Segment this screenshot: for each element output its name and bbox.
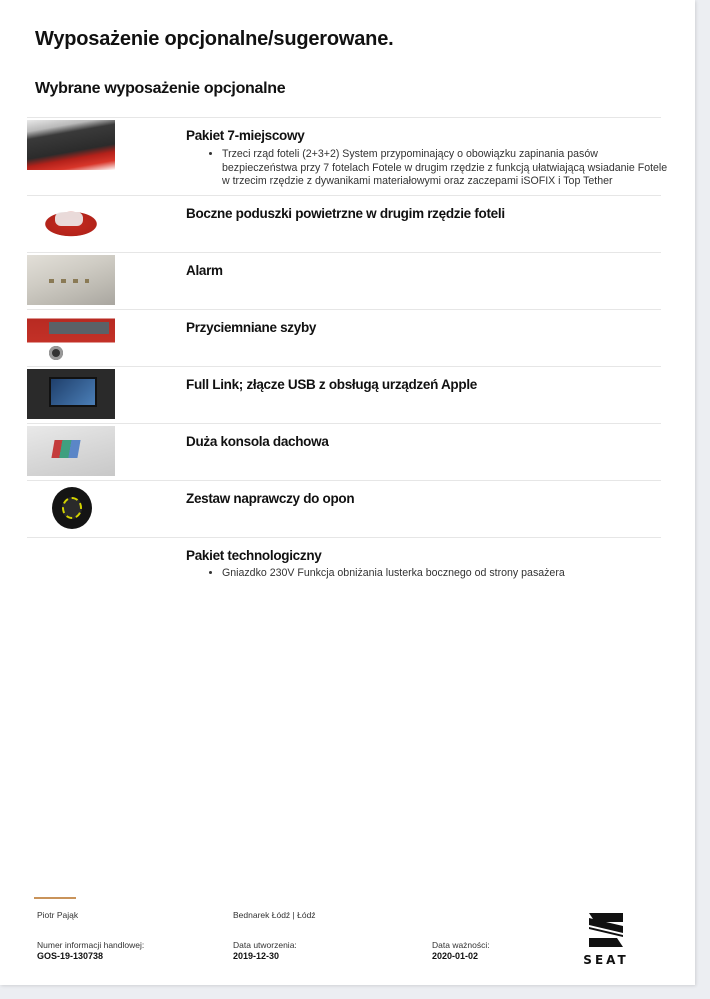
option-bullet: • Gniazdko 230V Funkcja obniżania lusterka bocznego od strony pasażera	[222, 567, 672, 581]
option-title: Full Link; złącze USB z obsługą urządzeń Apple	[186, 377, 477, 392]
option-title: Zestaw naprawczy do opon	[186, 491, 355, 506]
footer-accent-line	[34, 897, 76, 899]
option-bullet: • Trzeci rząd foteli (2+3+2) System przypominający o obowiązku zapinania pasów bezpieczeństwa przy 7 fotelach Fotele w drugim rzędzie z funkcją ułatwiającą wsiadanie Fotele w trzecim rzędzie z dywanikami materiałowymi oraz zaczepami iSOFIX i Top Tether	[222, 148, 672, 189]
options-list	[27, 117, 668, 594]
option-bullets	[208, 148, 672, 189]
seven-seat-interior-image	[27, 120, 115, 170]
option-row	[27, 538, 661, 594]
option-title: Przyciemniane szyby	[186, 320, 317, 335]
option-bullets	[208, 567, 672, 581]
roof-console-image	[27, 426, 115, 476]
option-title: Boczne poduszki powietrzne w drugim rzędzie foteli	[186, 206, 505, 221]
seat-logo	[574, 913, 638, 969]
offer-number-label: Numer informacji handlowej:	[37, 940, 145, 950]
option-row	[27, 310, 661, 367]
section-title: Wybrane wyposażenie opcjonalne	[35, 80, 286, 97]
infotainment-screen-image	[27, 369, 115, 419]
seat-s-logo-icon	[587, 913, 625, 947]
valid-date: 2020-01-02	[432, 951, 479, 961]
created-date: 2019-12-30	[233, 951, 280, 961]
option-title: Duża konsola dachowa	[186, 434, 329, 449]
option-title: Pakiet technologiczny	[186, 548, 322, 563]
dealer-name: Bednarek Łódź | Łódź	[233, 910, 316, 920]
tinted-windows-car-image	[27, 312, 115, 362]
option-row	[27, 424, 661, 481]
option-row	[27, 367, 661, 424]
option-row	[27, 118, 668, 196]
valid-date-label: Data ważności:	[432, 940, 490, 950]
offer-number: GOS-19-130738	[37, 951, 104, 961]
page-title: Wyposażenie opcjonalne/sugerowane.	[35, 28, 394, 50]
tyre-repair-kit-image	[27, 483, 115, 533]
brand-wordmark: SEAT	[583, 953, 629, 967]
option-row	[27, 196, 661, 253]
option-title: Alarm	[186, 263, 223, 278]
option-row	[27, 481, 661, 538]
side-airbags-image	[27, 198, 115, 248]
option-title: Pakiet 7-miejscowy	[186, 128, 305, 143]
alarm-sensor-image	[27, 255, 115, 305]
salesperson-name: Piotr Pająk	[37, 910, 79, 920]
created-date-label: Data utworzenia:	[233, 940, 297, 950]
option-row	[27, 253, 661, 310]
